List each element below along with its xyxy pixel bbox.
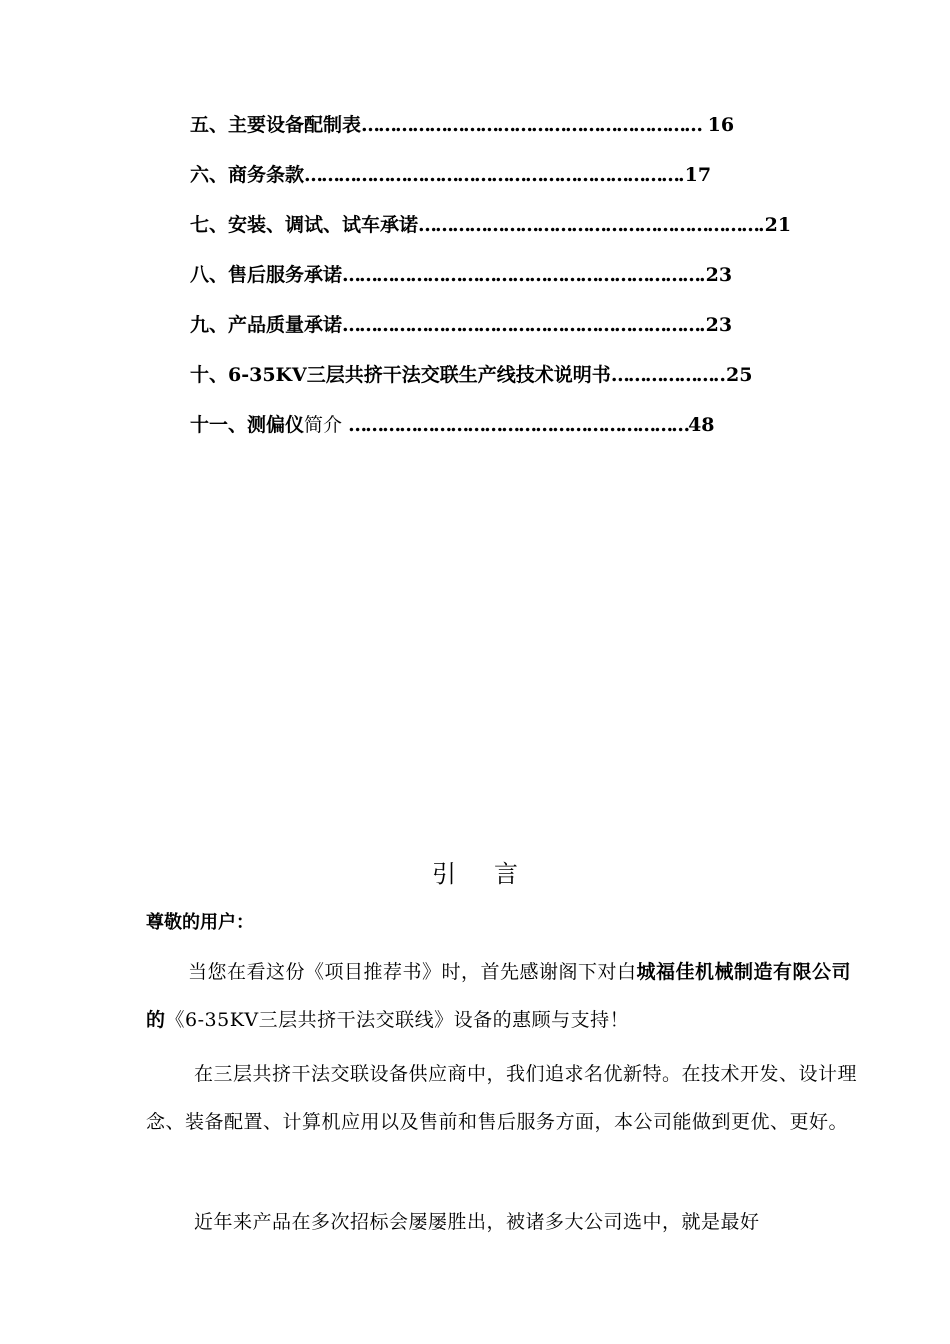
toc-entry[interactable] bbox=[190, 360, 752, 390]
toc-leader: ………………………………………………………… bbox=[304, 164, 679, 186]
toc-label: 十、6-35KV三层共挤干法交联生产线技术说明书 bbox=[190, 364, 611, 386]
toc-leader: ……………… bbox=[610, 364, 713, 386]
toc-page: ..25 bbox=[712, 364, 753, 386]
toc-page: 48 bbox=[688, 414, 715, 436]
paragraph-1 bbox=[146, 948, 866, 1044]
toc-page: .23 bbox=[699, 314, 733, 336]
p1-doc-title: 《项目推荐书》 bbox=[305, 961, 442, 983]
toc-label: 九、产品质量承诺 bbox=[190, 314, 343, 336]
company-name: 城福佳机械制造有限公司的 bbox=[146, 961, 852, 1031]
section-title: 引言 bbox=[432, 860, 556, 888]
toc-leader: …………………………………………………… bbox=[348, 414, 689, 436]
toc-page: 16 bbox=[701, 114, 735, 136]
toc-entry[interactable] bbox=[190, 210, 791, 240]
paragraph-3 bbox=[146, 1198, 866, 1246]
toc-entry[interactable] bbox=[190, 260, 732, 290]
toc-entry[interactable] bbox=[190, 110, 734, 140]
toc-leader: …………………………………………………… bbox=[418, 214, 759, 236]
p3-text: 近年来产品在多次招标会屡屡胜出，被诸多大公司选中，就是最好 bbox=[194, 1211, 760, 1233]
toc-label: 五、主要设备配制表 bbox=[190, 114, 362, 136]
toc-leader: …………………………………………………… bbox=[361, 114, 702, 136]
toc-page: .23 bbox=[699, 264, 733, 286]
toc-leader: ……………………………………………………… bbox=[342, 314, 700, 336]
p1-text-e: 《6-35KV三层共挤干法交联线》设备的惠顾与支持！ bbox=[165, 1009, 630, 1031]
p2-text: 在三层共挤干法交联设备供应商中，我们追求名优新特。在技术开发、设计理念、装备配置、计算机应用以及售前和售后服务方面，本公司能做到更优、更好。 bbox=[146, 1063, 858, 1133]
toc-label: 八、售后服务承诺 bbox=[190, 264, 343, 286]
toc-leader: ……………………………………………………… bbox=[342, 264, 700, 286]
p1-text-c: 时，首先感谢阁下对白 bbox=[441, 961, 637, 983]
paragraph-2 bbox=[146, 1050, 866, 1146]
toc-entry[interactable] bbox=[190, 160, 711, 190]
toc-label: 十一、测偏仪 bbox=[190, 414, 305, 436]
toc-page: .17 bbox=[678, 164, 712, 186]
salutation: 尊敬的用户： bbox=[146, 912, 254, 933]
p1-text-a: 当您在看这份 bbox=[188, 961, 306, 983]
toc-label: 六、商务条款 bbox=[190, 164, 305, 186]
toc-entry[interactable] bbox=[190, 310, 732, 340]
toc-page: .21 bbox=[758, 214, 792, 236]
toc-label: 七、安装、调试、试车承诺 bbox=[190, 214, 419, 236]
toc-entry[interactable] bbox=[190, 410, 715, 440]
toc-label-normal: 简介 bbox=[304, 414, 349, 436]
